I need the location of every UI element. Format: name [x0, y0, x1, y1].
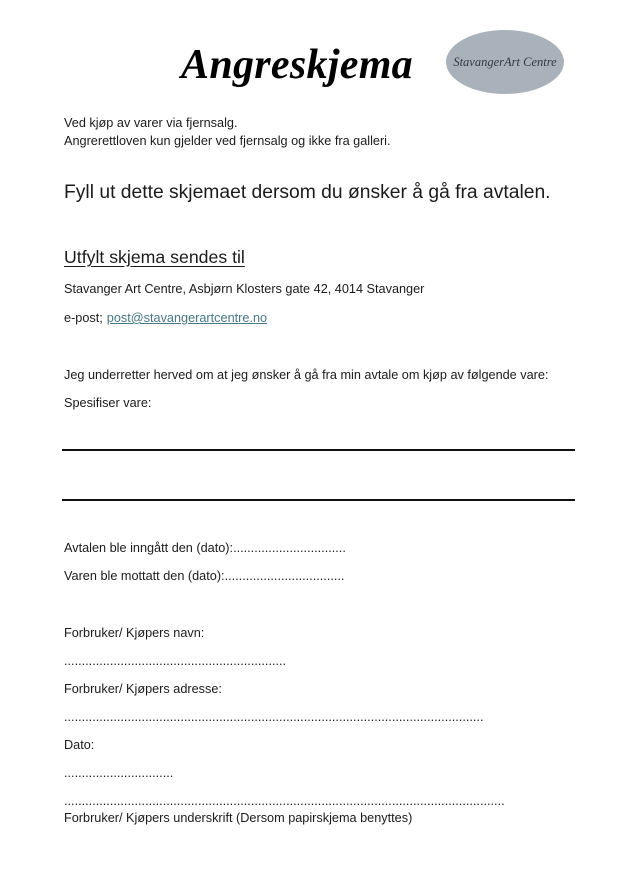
email-row: [64, 310, 267, 326]
postal-address: Stavanger Art Centre, Asbjørn Klosters gate 42, 4014 Stavanger: [64, 282, 425, 296]
received-date-label: Varen ble mottatt den (dato):: [64, 569, 225, 583]
consumer-name-label: Forbruker/ Kjøpers navn:: [64, 626, 205, 640]
form-instruction-heading: Fyll ut dette skjemaet dersom du ønsker å gå fra avtalen.: [64, 182, 551, 203]
signature-field[interactable]: .............................................................................................................................: [64, 794, 505, 808]
date-label: Dato:: [64, 738, 95, 752]
consumer-name-field[interactable]: ...............................................................: [64, 654, 287, 668]
consumer-address-label: Forbruker/ Kjøpers adresse:: [64, 682, 222, 696]
intro-line-2: Angrerettloven kun gjelder ved fjernsalg og ikke fra galleri.: [64, 134, 391, 148]
agreement-date-label: Avtalen ble inngått den (dato):: [64, 541, 234, 555]
stavanger-art-centre-logo: [446, 30, 564, 94]
intro-line-1: Ved kjøp av varer via fjernsalg.: [64, 116, 238, 130]
logo-text: StavangerArt Centre: [453, 54, 557, 69]
date-field[interactable]: ...............................: [64, 766, 174, 780]
email-link[interactable]: post@stavangerartcentre.no: [106, 311, 268, 325]
agreement-date-field[interactable]: ................................: [233, 541, 346, 555]
item-entry-line-2[interactable]: [62, 499, 575, 501]
signature-label: Forbruker/ Kjøpers underskrift (Dersom papirskjema benyttes): [64, 811, 413, 825]
declaration-text: Jeg underretter herved om at jeg ønsker å gå fra min avtale om kjøp av følgende vare:: [64, 368, 549, 382]
received-date-row: [64, 568, 344, 584]
document-title: Angreskjema: [181, 42, 413, 88]
item-entry-line-1[interactable]: [62, 449, 575, 451]
specify-item-label: Spesifiser vare:: [64, 396, 152, 410]
received-date-field[interactable]: ..................................: [224, 569, 345, 583]
agreement-date-row: [64, 540, 346, 556]
send-to-heading: Utfylt skjema sendes til: [64, 247, 245, 267]
consumer-address-field[interactable]: .......................................................................................................................: [64, 710, 484, 724]
email-label: e-post;: [64, 311, 103, 325]
